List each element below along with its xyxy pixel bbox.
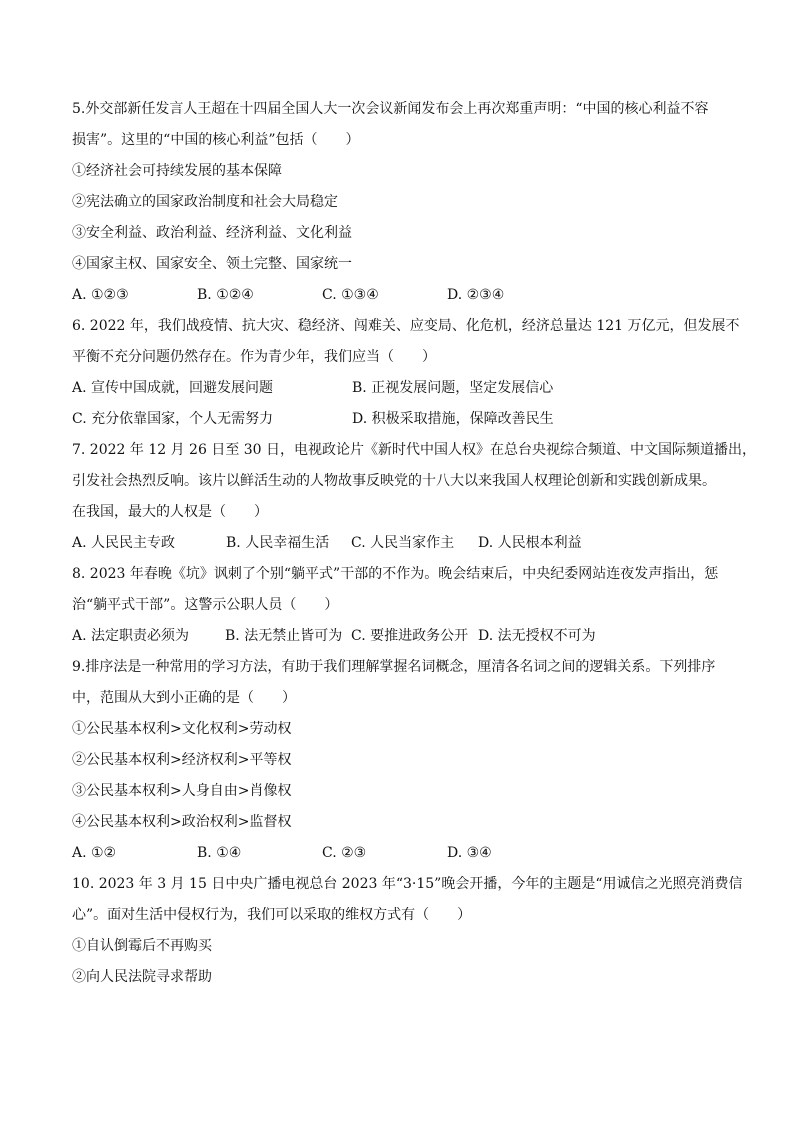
question-10 xyxy=(72,869,743,993)
question-8-option-d: D. 法无授权不可为 xyxy=(478,628,596,644)
question-9 xyxy=(72,652,736,869)
question-9-item-3: ③公民基本权利>人身自由>肖像权 xyxy=(72,783,292,799)
question-8-options xyxy=(72,621,736,652)
question-6-option-a: A. 宣传中国成就，回避发展问题 xyxy=(72,380,274,396)
question-7 xyxy=(72,435,757,559)
question-7-option-a: A. 人民民主专政 xyxy=(72,535,176,551)
question-9-stem-line-2: 中，范围从大到小正确的是（ ） xyxy=(72,690,296,706)
question-8-stem-line-2: 治“躺平式干部”。这警示公职人员（ ） xyxy=(72,597,339,613)
question-10-stem-line-1: 10. 2023 年 3 月 15 日中央广播电视总台 2023 年“3·15”晚会开播，今年的主题是“用诚信之光照亮消费信 xyxy=(72,876,743,892)
question-7-options xyxy=(72,528,736,559)
question-9-option-d: D. ③④ xyxy=(447,845,492,861)
question-5-options xyxy=(72,280,736,311)
question-8-option-b: B. 法无禁止皆可为 xyxy=(225,628,343,644)
question-10-item-1: ①自认倒霉后不再购买 xyxy=(72,938,212,954)
question-6-option-b: B. 正视发展问题，坚定发展信心 xyxy=(352,380,554,396)
question-7-option-d: D. 人民根本利益 xyxy=(478,535,582,551)
question-6-options-row-2 xyxy=(72,404,736,435)
question-9-option-b: B. ①④ xyxy=(197,845,242,861)
question-8 xyxy=(72,559,736,652)
question-8-option-c: C. 要推进政务公开 xyxy=(351,628,469,644)
question-5-option-a: A. ①②③ xyxy=(72,287,129,303)
question-6 xyxy=(72,311,740,435)
question-9-item-4: ④公民基本权利>政治权利>监督权 xyxy=(72,814,292,830)
question-7-stem-line-3: 在我国，最大的人权是（ ） xyxy=(72,504,268,520)
question-7-option-c: C. 人民当家作主 xyxy=(351,535,455,551)
question-5-stem-line-2: 损害”。这里的“中国的核心利益”包括（ ） xyxy=(72,132,360,148)
question-6-option-d: D. 积极采取措施，保障改善民生 xyxy=(352,411,554,427)
question-6-stem-line-2: 平衡不充分问题仍然存在。作为青少年，我们应当（ ） xyxy=(72,349,436,365)
question-9-stem-line-1: 9.排序法是一种常用的学习方法，有助于我们理解掌握名词概念，厘清各名词之间的逻辑关系。下列排序 xyxy=(72,659,716,675)
question-6-stem-line-1: 6. 2022 年，我们战疫情、抗大灾、稳经济、闯难关、应变局、化危机，经济总量达 121 万亿元，但发展不 xyxy=(72,318,740,334)
question-7-option-b: B. 人民幸福生活 xyxy=(226,535,330,551)
question-9-options xyxy=(72,838,736,869)
question-5-item-4: ④国家主权、国家安全、领土完整、国家统一 xyxy=(72,256,352,272)
question-9-item-1: ①公民基本权利>文化权利>劳动权 xyxy=(72,721,292,737)
question-7-stem-line-2: 引发社会热烈反响。该片以鲜活生动的人物故事反映党的十八大以来我国人权理论创新和实践创新成果。 xyxy=(72,473,716,489)
question-5-item-1: ①经济社会可持续发展的基本保障 xyxy=(72,163,282,179)
question-5 xyxy=(72,94,736,311)
question-8-stem-line-1: 8. 2023 年春晚《坑》讽刺了个别“躺平式”干部的不作为。晚会结束后，中央纪委网站连夜发声指出，惩 xyxy=(72,566,719,582)
question-7-stem-line-1: 7. 2022 年 12 月 26 日至 30 日，电视政论片《新时代中国人权》在总台央视综合频道、中文国际频道播出， xyxy=(72,442,757,458)
question-10-item-2: ②向人民法院寻求帮助 xyxy=(72,969,212,985)
question-9-option-c: C. ②③ xyxy=(322,845,367,861)
question-5-item-3: ③安全利益、政治利益、经济利益、文化利益 xyxy=(72,225,352,241)
question-5-item-2: ②宪法确立的国家政治制度和社会大局稳定 xyxy=(72,194,338,210)
question-5-option-c: C. ①③④ xyxy=(322,287,379,303)
question-8-option-a: A. 法定职责必须为 xyxy=(72,628,190,644)
question-9-option-a: A. ①② xyxy=(72,845,117,861)
exam-page xyxy=(72,94,757,993)
question-10-stem-line-2: 心”。面对生活中侵权行为，我们可以采取的维权方式有（ ） xyxy=(72,907,472,923)
question-5-option-d: D. ②③④ xyxy=(447,287,505,303)
question-5-stem-line-1: 5.外交部新任发言人王超在十四届全国人大一次会议新闻发布会上再次郑重声明：“中国的核心利益不容 xyxy=(72,101,709,117)
question-6-options-row-1 xyxy=(72,373,736,404)
question-9-item-2: ②公民基本权利>经济权利>平等权 xyxy=(72,752,292,768)
question-5-option-b: B. ①②④ xyxy=(197,287,254,303)
question-6-option-c: C. 充分依靠国家，个人无需努力 xyxy=(72,411,274,427)
